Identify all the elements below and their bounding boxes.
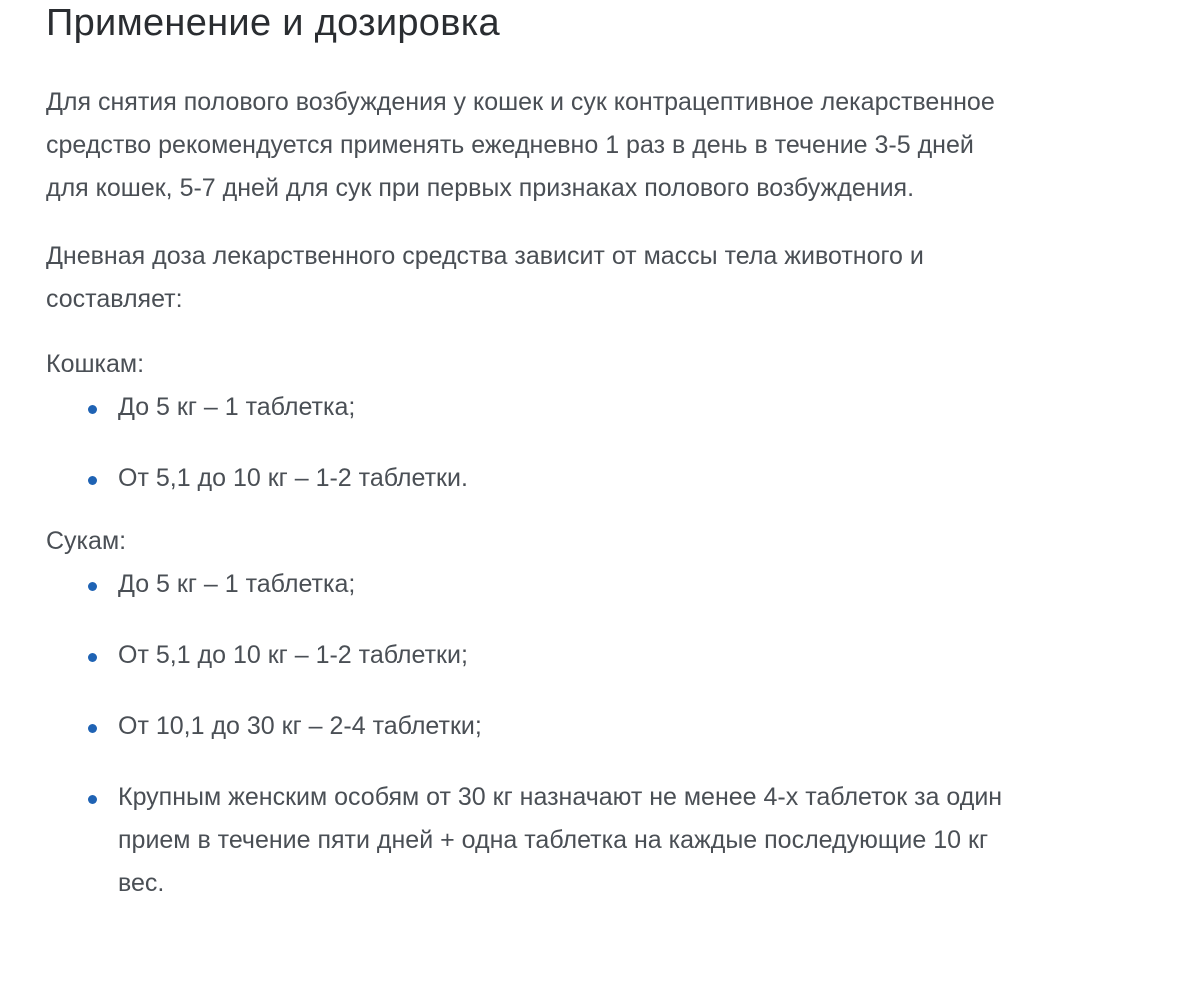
- list-item: [118, 386, 1046, 429]
- list-item-text: Крупным женским особям от 30 кг назначают не менее 4-х таблеток за один прием в течение пяти дней + одна таблетка на каждые последующие 10 кг вес.: [118, 783, 1003, 897]
- list-item-text: От 5,1 до 10 кг – 1-2 таблетки;: [118, 641, 468, 669]
- dogs-dose-list: [46, 563, 1046, 905]
- dose-intro-paragraph: Дневная доза лекарственного средства зависит от массы тела животного и составляет:: [46, 242, 924, 313]
- bullet-icon: [88, 795, 97, 804]
- bullet-icon: [88, 476, 97, 485]
- list-item-text: От 5,1 до 10 кг – 1-2 таблетки.: [118, 464, 468, 492]
- list-item: [118, 776, 1038, 905]
- list-item: [118, 457, 1046, 500]
- intro-paragraph: Для снятия полового возбуждения у кошек и сук контрацептивное лекарственное средство рекомендуется применять ежедневно 1 раз в день в течение 3-5 дней для кошек, 5-7 дней для сук при первых признаках полового возбуждения.: [46, 88, 995, 202]
- bullet-icon: [88, 582, 97, 591]
- section-title: Применение и дозировка: [46, 2, 500, 44]
- list-item-text: От 10,1 до 30 кг – 2-4 таблетки;: [118, 712, 482, 740]
- list-item: [118, 634, 1046, 677]
- bullet-icon: [88, 653, 97, 662]
- cats-dose-list: [46, 386, 1046, 500]
- list-item-text: До 5 кг – 1 таблетка;: [118, 393, 356, 421]
- list-item: [118, 705, 1046, 748]
- list-item-text: До 5 кг – 1 таблетка;: [118, 570, 356, 598]
- list-item: [118, 563, 1046, 606]
- cats-label: Кошкам:: [46, 350, 145, 378]
- dogs-label: Сукам:: [46, 527, 127, 555]
- bullet-icon: [88, 405, 97, 414]
- bullet-icon: [88, 724, 97, 733]
